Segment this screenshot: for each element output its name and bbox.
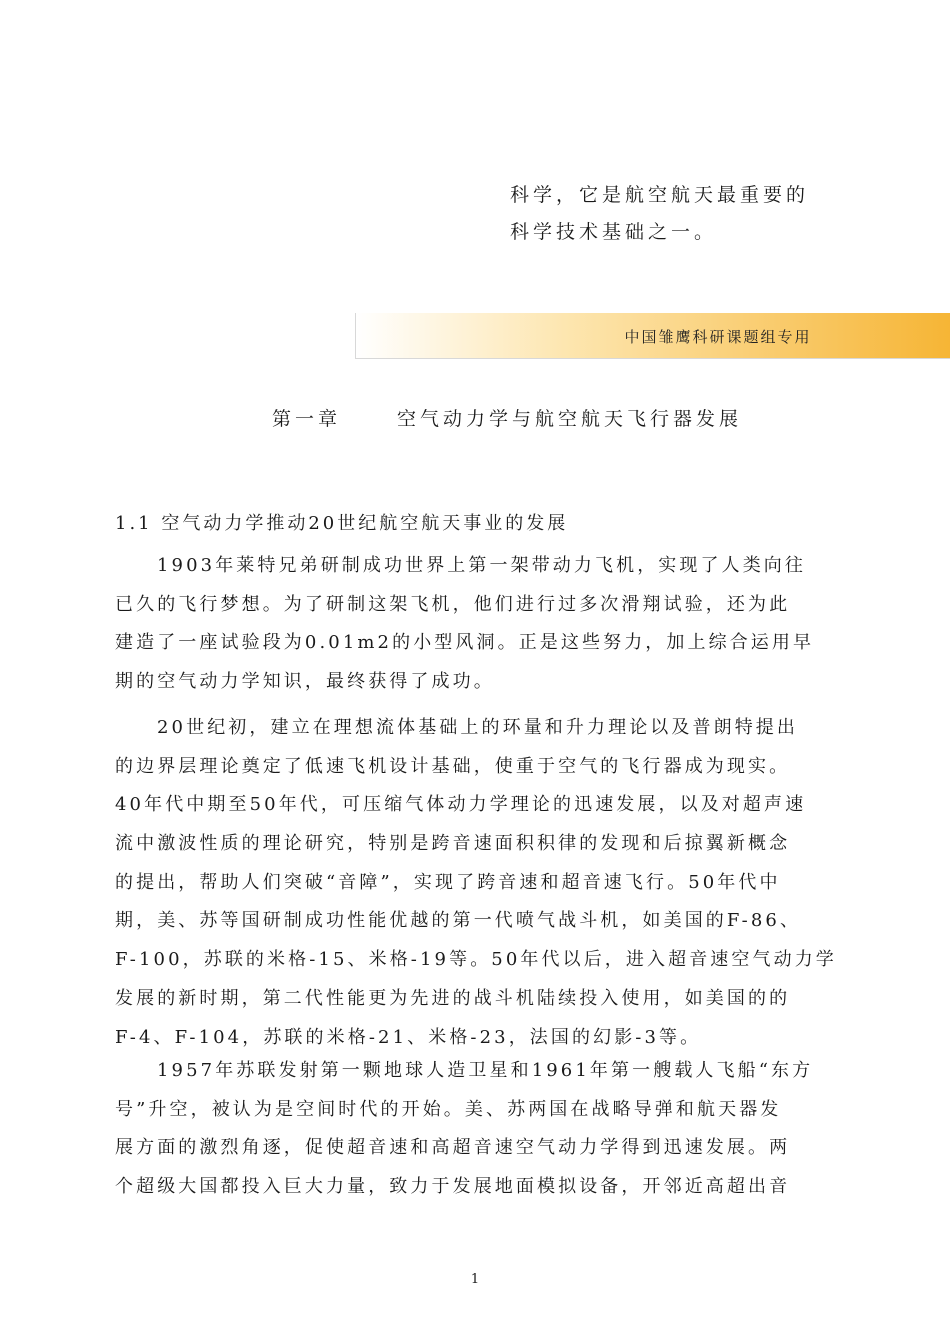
chapter-heading bbox=[272, 404, 742, 431]
paragraph-line: 的边界层理论奠定了低速飞机设计基础，使重于空气的飞行器成为现实。 bbox=[115, 755, 791, 777]
paragraph-line: 已久的飞行梦想。为了研制这架飞机，他们进行过多次滑翔试验，还为此 bbox=[115, 593, 791, 615]
paragraph-line: 号”升空，被认为是空间时代的开始。美、苏两国在战略导弹和航天器发 bbox=[115, 1098, 782, 1120]
paragraph-2 bbox=[115, 709, 835, 1057]
paragraph-line: 20世纪初，建立在理想流体基础上的环量和升力理论以及普朗特提出 bbox=[157, 717, 799, 738]
paragraph-line: F-100，苏联的米格-15、米格-19等。50年代以后，进入超音速空气动力学 bbox=[115, 949, 837, 971]
paragraph-line: 流中激波性质的理论研究，特别是跨音速面积积律的发现和后掠翼新概念 bbox=[115, 833, 791, 855]
paragraph-line: 个超级大国都投入巨大力量，致力于发展地面模拟设备，开邻近高超出音 bbox=[115, 1176, 791, 1198]
intro-line-2: 科学技术基础之一。 bbox=[510, 221, 718, 243]
paragraph-line: 展方面的激烈角逐，促使超音速和高超音速空气动力学得到迅速发展。两 bbox=[115, 1137, 791, 1159]
paragraph-line: F-4、F-104，苏联的米格-21、米格-23，法国的幻影-3等。 bbox=[115, 1026, 702, 1048]
paragraph-line: 期，美、苏等国研制成功性能优越的第一代喷气战斗机，如美国的F-86、 bbox=[115, 910, 802, 932]
paragraph-line: 发展的新时期，第二代性能更为先进的战斗机陆续投入使用，如美国的的 bbox=[115, 987, 791, 1009]
page-number: 1 bbox=[470, 1272, 480, 1287]
paragraph-line: 1903年莱特兄弟研制成功世界上第一架带动力飞机，实现了人类向往 bbox=[157, 555, 807, 576]
paragraph-line: 40年代中期至50年代，可压缩气体动力学理论的迅速发展，以及对超声速 bbox=[115, 794, 807, 816]
section-heading: 1.1 空气动力学推动20世纪航空航天事业的发展 bbox=[115, 513, 569, 534]
paragraph-line: 期的空气动力学知识，最终获得了成功。 bbox=[115, 671, 495, 693]
chapter-title: 空气动力学与航空航天飞行器发展 bbox=[397, 408, 743, 430]
paragraph-3 bbox=[115, 1052, 835, 1207]
paragraph-1 bbox=[115, 547, 835, 702]
paragraph-line: 建造了一座试验段为0.01m2的小型风洞。正是这些努力，加上综合运用早 bbox=[115, 632, 815, 654]
intro-line-1: 科学，它是航空航天最重要的 bbox=[510, 184, 810, 206]
chapter-number: 第一章 bbox=[272, 408, 342, 430]
paragraph-line: 1957年苏联发射第一颗地球人造卫星和1961年第一艘载人飞船“东方 bbox=[157, 1060, 814, 1081]
paragraph-line: 的提出，帮助人们突破“音障”，实现了跨音速和超音速飞行。50年代中 bbox=[115, 871, 781, 893]
banner-text: 中国雏鹰科研课题组专用 bbox=[624, 328, 812, 346]
